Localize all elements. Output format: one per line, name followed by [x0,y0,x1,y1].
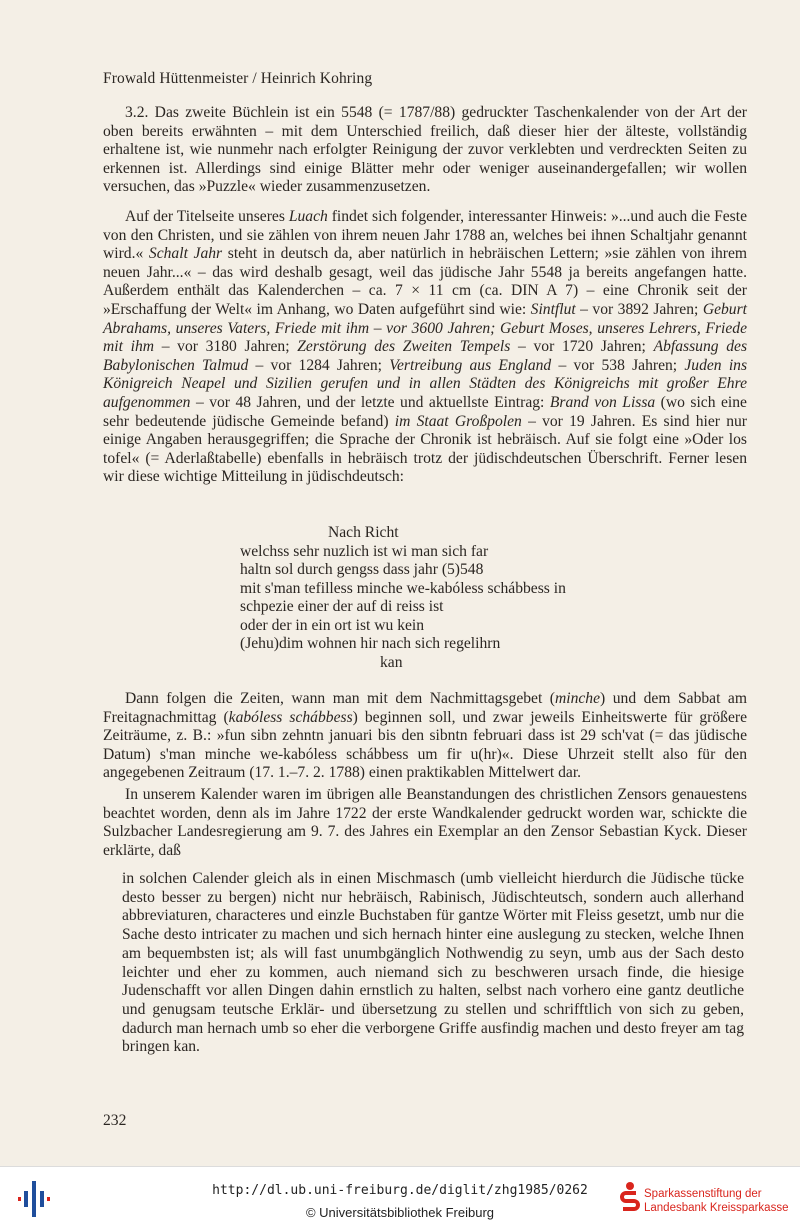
paragraph-text: 3.2. Das zweite Büchlein ist ein 5548 (= 1787/88) gedruckter Taschenkalender von der Art der oben bereits erwähnten – mit dem Unterschied freilich, daß dieser hier der älteste, vollständig erhaltene ist, wie nunmehr nach erfolgter Reinigung der zuvor verklebten und verdreckten Seiten zu erkennen ist. Allerdings sind einige Blätter mehr oder weniger auseinandergefallen; wir wollen versuchen, das »Puzzle« wieder zusammenzusetzen. [103,104,747,196]
poem-line: (Jehu)dim wohnen hir nach sich regelihrn [240,635,501,652]
poem-line: schpezie einer der auf di reiss ist [240,598,444,615]
viewer-footer [0,1166,800,1227]
paragraph-3-2 [103,104,747,197]
poem-line: haltn sol durch gengss dass jahr (5)548 [240,561,484,578]
sponsor-logo[interactable] [620,1181,800,1221]
paragraph-zeiten [103,690,747,783]
poem-line: kan [380,653,403,671]
poem-line: mit s'man tefilless minche we-kabóless schábbess in [240,579,566,597]
paragraph-luach [103,208,747,487]
quote-text: in solchen Calender gleich als in einen Mischmasch (umb vielleicht hierdurch die Jüdische tücke desto besser zu bergen) nicht nur hebräisch, Rabinisch, Jüdischteutsch, sondern auch allerhand abbreviaturen, characteres und einzle Buchstaben für gantze Wörter mit Fleiss gesetzt, umb nur die Sache desto intricater zu machen und sich hernach hinter eine auslegung zu stecken, welche Ihnen am bequembsten ist; als will fast unumbgänglich Nothwendig zu seyn, umb aus der Sach desto leichter und eher zu kommen, auch niemand sich zu beschweren ursach finde, die hiesige Judenschafft vor allen Dingen dahin ernstlich zu halten, selbst nach vorhero eine gantz deutliche und genugsam teutsche Erklär- und übersetzung zu stellen und schrifftlich von sich zu geben, dadurch man hernach umb so eher die verborgene Griffe ausfindig machen und desto freyer am tag bringen kan. [122,870,744,1056]
poem-line: Nach Richt [328,524,399,541]
running-head: Frowald Hüttenmeister / Heinrich Kohring [103,70,373,87]
paragraph-text: Auf der Titelseite unseres Luach findet sich folgender, interessanter Hinweis: »...und auch die Feste von den Christen, und sie zählen von ihrem neuen Jahr 1788 an, welches bei ihnen Schaltjahr genannt wird.« Schalt Jahr steht in deutsch da, aber natürlich in hebräischen Lettern; »sie zählen von ihrem neuen Jahr...« – das wird deshalb gesagt, weil das jüdische Jahr 5548 ja bereits angefangen hatte. Außerdem enthält das Kalenderchen – ca. 7 × 11 cm (ca. DIN A 7) – eine Chronik seit der »Erschaffung der Welt« im Anhang, wo Daten aufgeführt sind wie: Sintflut – vor 3892 Jahren; Geburt Abrahams, unseres Vaters, Friede mit ihm – vor 3600 Jahren; Geburt Moses, unseres Lehrers, Friede mit ihm – vor 3180 Jahren; Zerstörung des Zweiten Tempels – vor 1720 Jahren; Abfassung des Babylonischen Talmud – vor 1284 Jahren; Vertreibung aus England – vor 538 Jahren; Juden ins Königreich Neapel und Sizilien gerufen und in allen Städten des Königreichs mit großer Ehre aufgenommen – vor 48 Jahren, und der letzte und aktuellste Eintrag: Brand von Lissa (wo sich eine sehr bedeutende jüdische Gemeinde befand) im Staat Großpolen – vor 19 Jahren. Es sind hier nur einige Angaben herausgegriffen; die Sprache der Chronik ist hebräisch. Auf sie folgt eine »Oder los tofel« (= Aderlaßtabelle) ebenfalls in hebräisch trotz der jüdischdeutschen Überschrift. Ferner lesen wir diese wichtige Mitteilung in jüdischdeutsch: [103,208,748,486]
poem-block [240,524,566,672]
page-number: 232 [103,1112,127,1129]
copyright-text: © Universitätsbibliothek Freiburg [305,1205,495,1220]
permalink-url[interactable]: http://dl.ub.uni-freiburg.de/diglit/zhg1985/0262 [212,1183,588,1198]
paragraph-text: In unserem Kalender waren im übrigen alle Beanstandungen des christlichen Zensors genauestens beachtet worden, denn als im Jahre 1722 der erste Wandkalender gedruckt worden war, schickte die Sulzbacher Landesregierung am 9. 7. des Jahres ein Exemplar an den Zensor Sebastian Kyck. Dieser erklärte, daß [103,786,747,859]
poem-line: welchss sehr nuzlich ist wi man sich far [240,542,489,560]
sparkasse-s-icon [620,1181,640,1215]
sponsor-text: Sparkassenstiftung der Landesbank Kreissparkasse [644,1188,789,1214]
poem-line: oder der in ein ort ist wu kein [240,616,425,634]
paragraph-text: Dann folgen die Zeiten, wann man mit dem Nachmittagsgebet (minche) und dem Sabbat am Freitagnachmittag (kabóless schábbess) beginnen soll, und zwar jeweils Einheitswerte für größere Zeiträume, z. B.: »fun sibn zehntn januari bis den sibntn februari dass ist 29 sch'vat (= das jüdische Datum) s'man minche we-kabóless schábbess um fir u(hr)«. Diese Uhrzeit stellt also für den angegebenen Zeitraum (17. 1.–7. 2. 1788) einen praktikablen Mittelwert dar. [103,690,747,782]
paragraph-zensor [103,786,747,860]
block-quote [122,870,744,1057]
